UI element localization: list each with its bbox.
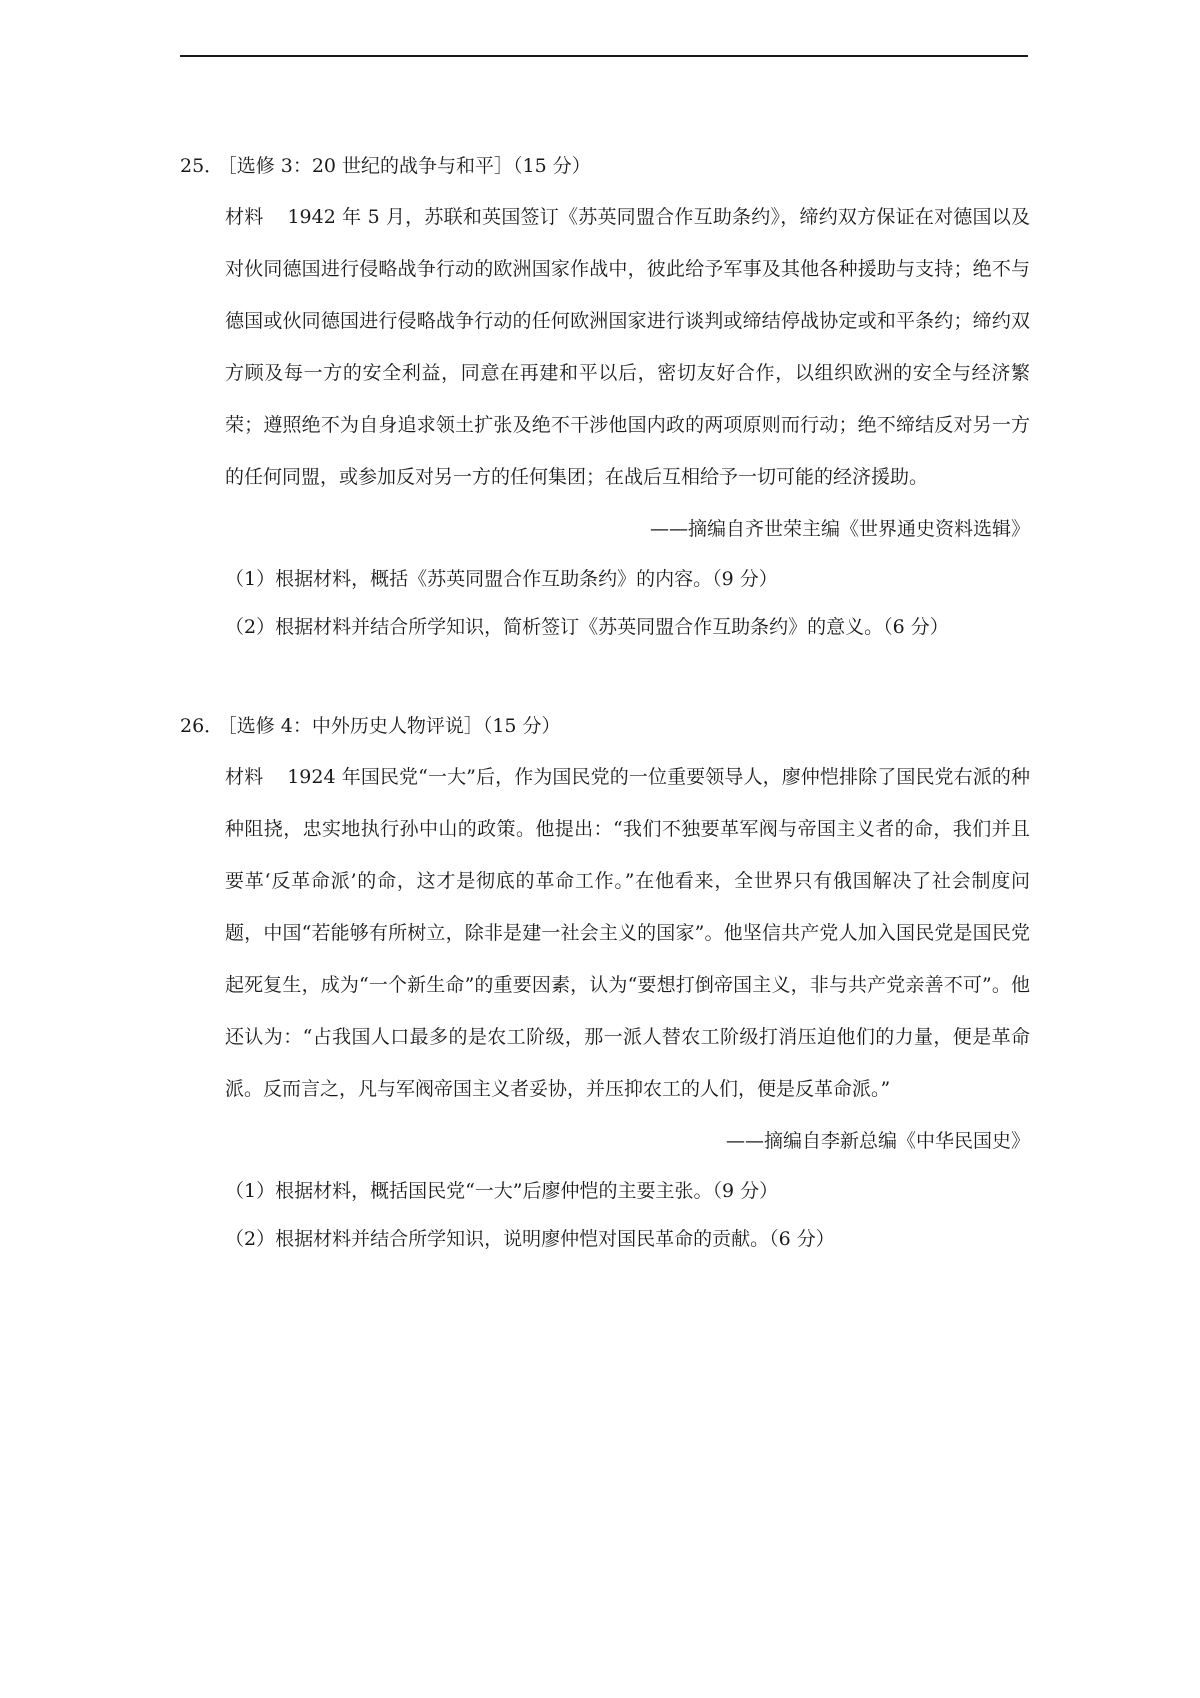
question-25-number: 25． [180, 155, 224, 177]
question-26-source: ——摘编自李新总编《中华民国史》 [725, 1130, 1030, 1152]
question-25-title: ［选修 3：20 世纪的战争与和平］（15 分） [227, 155, 591, 177]
question-26 [180, 712, 1030, 1263]
question-25-material-text: 1942 年 5 月，苏联和英国签订《苏英同盟合作互助条约》，缔约双方保证在对德国以及对伙同德国进行侵略战争行动的欧洲国家作战中，彼此给予军事及其他各种援助与支持；绝不与德国或伙同德国进行侵略战争行动的任何欧洲国家进行谈判或缔结停战协定或和平条约；缔约双方顾及每一方的安全利益，同意在再建和平以后，密切友好合作，以组织欧洲的安全与经济繁荣；遵照绝不为自身追求领土扩张及绝不干涉他国内政的两项原则而行动；绝不缔结反对另一方的任何同盟，或参加反对另一方的任何集团；在战后互相给予一切可能的经济援助。 [225, 206, 1030, 488]
question-25-material [225, 191, 1030, 503]
question-26-material-label: 材料 [225, 766, 264, 788]
question-25-subquestion-2: （2）根据材料并结合所学知识，简析签订《苏英同盟合作互助条约》的意义。（6 分） [225, 616, 949, 638]
question-25 [180, 152, 1030, 651]
header-rule [180, 55, 1028, 57]
question-25-header [180, 152, 1030, 180]
question-25-subquestion-1: （1）根据材料，概括《苏英同盟合作互助条约》的内容。（9 分） [225, 568, 778, 590]
question-26-subquestion-2: （2）根据材料并结合所学知识，说明廖仲恺对国民革命的贡献。（6 分） [225, 1228, 835, 1250]
question-26-material-text: 1924 年国民党“一大”后，作为国民党的一位重要领导人，廖仲恺排除了国民党右派的种种阻挠，忠实地执行孙中山的政策。他提出：“我们不独要革军阀与帝国主义者的命，我们并且要革‘反革命派’的命，这才是彻底的革命工作。”在他看来，全世界只有俄国解决了社会制度问题，中国“若能够有所树立，除非是建一社会主义的国家”。他坚信共产党人加入国民党是国民党起死复生，成为“一个新生命”的重要因素，认为“要想打倒帝国主义，非与共产党亲善不可”。他还认为：“占我国人口最多的是农工阶级，那一派人替农工阶级打消压迫他们的力量，便是革命派。反而言之，凡与军阀帝国主义者妥协，并压抑农工的人们，便是反革命派。” [225, 766, 1030, 1100]
question-25-source: ——摘编自齐世荣主编《世界通史资料选辑》 [649, 518, 1030, 540]
question-26-material [225, 751, 1030, 1115]
question-26-header [180, 712, 1030, 740]
question-25-material-label: 材料 [225, 206, 264, 228]
question-26-subquestion-1: （1）根据材料，概括国民党“一大”后廖仲恺的主要主张。（9 分） [225, 1180, 779, 1202]
question-26-number: 26． [180, 715, 224, 737]
question-26-title: ［选修 4：中外历史人物评说］（15 分） [227, 715, 561, 737]
